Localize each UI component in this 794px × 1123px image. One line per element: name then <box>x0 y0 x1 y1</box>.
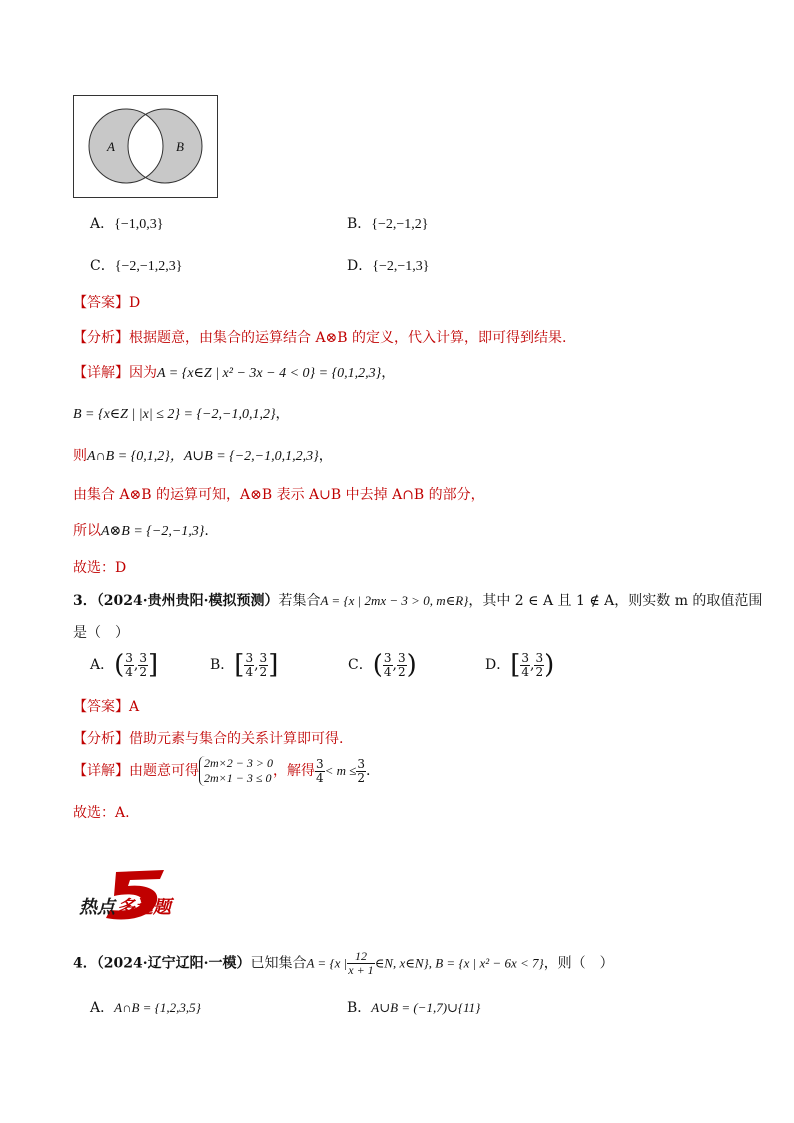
bracket: [ <box>234 650 245 680</box>
option-letter: A． <box>90 657 115 673</box>
frac-den: 2 <box>139 664 148 679</box>
q3-analysis <box>73 728 343 748</box>
stem-math: A = {x | <box>306 955 348 971</box>
q3-choose: 故选：A. <box>73 805 130 821</box>
frac-den: 4 <box>521 664 530 679</box>
q3-option-a[interactable]: A．( $\frac{3}{4}$ , $\frac{3}{2}$ ] <box>90 650 159 680</box>
frac-num: 3 <box>397 650 406 665</box>
option-letter: C． <box>90 258 115 274</box>
detail-math: A∩B = {0,1,2}，A∪B = {−2,−1,0,1,2,3} <box>87 449 319 464</box>
frac-den: 2 <box>397 664 406 679</box>
detail-math: A⊗B = {−2,−1,3} <box>101 524 205 539</box>
stem-math: ∈N, x∈N}, B = {x | x² − 6x < 7} <box>374 955 544 971</box>
detail-tag: 【详解】 <box>73 365 129 381</box>
detail-system <box>199 756 273 786</box>
banner-text-red: 多选题 <box>117 897 171 918</box>
frac-den: x + 1 <box>348 963 374 977</box>
frac-den: 4 <box>125 664 133 679</box>
detail-text: . <box>204 523 209 539</box>
frac-den: 4 <box>245 664 254 679</box>
q2-option-a[interactable] <box>90 213 163 233</box>
frac-num: 3 <box>535 650 544 665</box>
venn-label-a: A <box>107 139 115 154</box>
option-letter: C． <box>348 657 373 673</box>
q2-analysis <box>73 327 566 347</box>
frac-num: 3 <box>125 650 133 665</box>
detail-math: A = {x∈Z | x² − 3x − 4 < 0} = {0,1,2,3} <box>157 366 382 381</box>
venn-diagram <box>73 95 218 198</box>
detail-text: 由题意可得 <box>129 763 199 779</box>
frac-num: 3 <box>521 650 530 665</box>
detail-text: . <box>366 763 371 779</box>
bracket: ] <box>268 650 279 680</box>
frac-num: 3 <box>383 650 392 665</box>
answer-tag: 【答案】 <box>73 295 129 311</box>
q2-option-d[interactable] <box>347 255 429 275</box>
q2-choose: 故选：D <box>73 560 127 576</box>
answer-value: D <box>129 295 141 311</box>
system-line: 2m×1 − 3 ≤ 0 <box>204 771 272 785</box>
detail-text: 则 <box>73 448 87 464</box>
detail-text: 因为 <box>129 365 157 381</box>
option-letter: D． <box>347 258 373 274</box>
detail-text: 所以 <box>73 523 101 539</box>
frac-num: 12 <box>347 950 374 964</box>
q2-answer <box>73 292 140 312</box>
bracket: ] <box>148 650 159 680</box>
option-letter: B． <box>210 657 235 673</box>
detail-text: ， <box>318 448 333 464</box>
stem-text: ，其中 2 ∈ A 且 1 ∉ A，则实数 m 的取值范围 <box>468 593 763 609</box>
detail-math: B = {x∈Z | |x| ≤ 2} = {−2,−1,0,1,2} <box>73 407 276 422</box>
detail-tag: 【详解】 <box>73 763 129 779</box>
section-banner <box>76 866 196 926</box>
bracket: ( <box>372 650 383 680</box>
question-number: 3． <box>73 593 97 609</box>
stem-text: ，则（ ） <box>543 955 614 972</box>
frac-num: 3 <box>357 756 366 771</box>
option-value: A∪B = (−1,7)∪{11} <box>371 1000 481 1015</box>
bracket: ( <box>114 650 125 680</box>
q2-detail-line-3 <box>73 445 333 465</box>
frac-den: 2 <box>535 664 544 679</box>
analysis-tag: 【分析】 <box>73 330 129 346</box>
bracket: ) <box>406 650 417 680</box>
q3-option-b[interactable]: B．[ $\frac{3}{4}$ , $\frac{3}{2}$ ] <box>210 650 279 680</box>
bracket: ) <box>544 650 555 680</box>
detail-math: < m ≤ <box>324 763 357 778</box>
detail-text: 由集合 A⊗B 的运算可知，A⊗B 表示 A∪B 中去掉 A∩B 的部分， <box>73 487 485 503</box>
option-letter: A． <box>90 1000 115 1016</box>
frac-den: 2 <box>259 664 268 679</box>
detail-text: ， <box>381 365 396 381</box>
frac-den: 4 <box>315 770 324 785</box>
banner-text-dark: 热点 <box>79 897 115 918</box>
q2-detail-line-2 <box>73 403 290 423</box>
frac-num: 3 <box>245 650 254 665</box>
analysis-text: 根据题意，由集合的运算结合 A⊗B 的定义，代入计算，即可得到结果. <box>129 330 567 346</box>
question-source: （2024·辽宁辽阳·一模） <box>96 955 251 972</box>
frac-num: 3 <box>315 756 324 771</box>
stem-text: 已知集合 <box>250 955 307 972</box>
question-number: 4． <box>73 955 97 972</box>
answer-tag: 【答案】 <box>73 699 129 715</box>
bracket: [ <box>510 650 521 680</box>
answer-value: A <box>129 699 140 715</box>
frac-num: 3 <box>139 650 148 665</box>
option-letter: A． <box>90 216 115 232</box>
q2-detail-line-1 <box>73 362 395 382</box>
q2-option-c[interactable] <box>90 255 182 275</box>
q3-stem-line-1 <box>73 590 762 610</box>
q2-detail-line-4 <box>73 484 485 504</box>
frac-den: 2 <box>357 770 366 785</box>
detail-text: ，解得 <box>272 763 315 779</box>
q2-detail-line-5 <box>73 520 209 540</box>
q4-option-a[interactable] <box>90 997 201 1017</box>
q4-option-b[interactable] <box>347 997 480 1017</box>
q4-stem <box>73 950 614 977</box>
option-value: {−2,−1,2,3} <box>114 259 183 274</box>
q3-stem-line-2: 是（ ） <box>73 625 129 641</box>
analysis-text: 借助元素与集合的关系计算即可得. <box>129 731 344 747</box>
q3-answer <box>73 696 139 716</box>
frac-den: 4 <box>383 664 392 679</box>
q3-detail <box>73 756 371 786</box>
question-source: （2024·贵州贵阳·模拟预测） <box>96 593 279 609</box>
detail-text: ， <box>275 406 290 422</box>
option-value: A∩B = {1,2,3,5} <box>114 1000 201 1015</box>
stem-math: A = {x | 2mx − 3 > 0, m∈R} <box>320 593 469 608</box>
q3-option-c[interactable]: C．( $\frac{3}{4}$ , $\frac{3}{2}$ ) <box>348 650 417 680</box>
option-letter: B． <box>347 1000 372 1016</box>
q3-option-d[interactable]: D．[ $\frac{3}{4}$ , $\frac{3}{2}$ ) <box>485 650 555 680</box>
stem-text: 若集合 <box>278 593 321 609</box>
option-letter: D． <box>485 657 511 673</box>
system-line: 2m×2 − 3 > 0 <box>204 756 273 770</box>
frac-num: 3 <box>259 650 268 665</box>
option-value: {−2,−1,3} <box>372 259 430 274</box>
venn-svg <box>73 95 218 198</box>
venn-label-b: B <box>176 139 184 154</box>
analysis-tag: 【分析】 <box>73 731 129 747</box>
option-value: {−1,0,3} <box>114 217 164 232</box>
option-value: {−2,−1,2} <box>371 217 429 232</box>
q2-option-b[interactable] <box>347 213 429 233</box>
option-letter: B． <box>347 216 372 232</box>
